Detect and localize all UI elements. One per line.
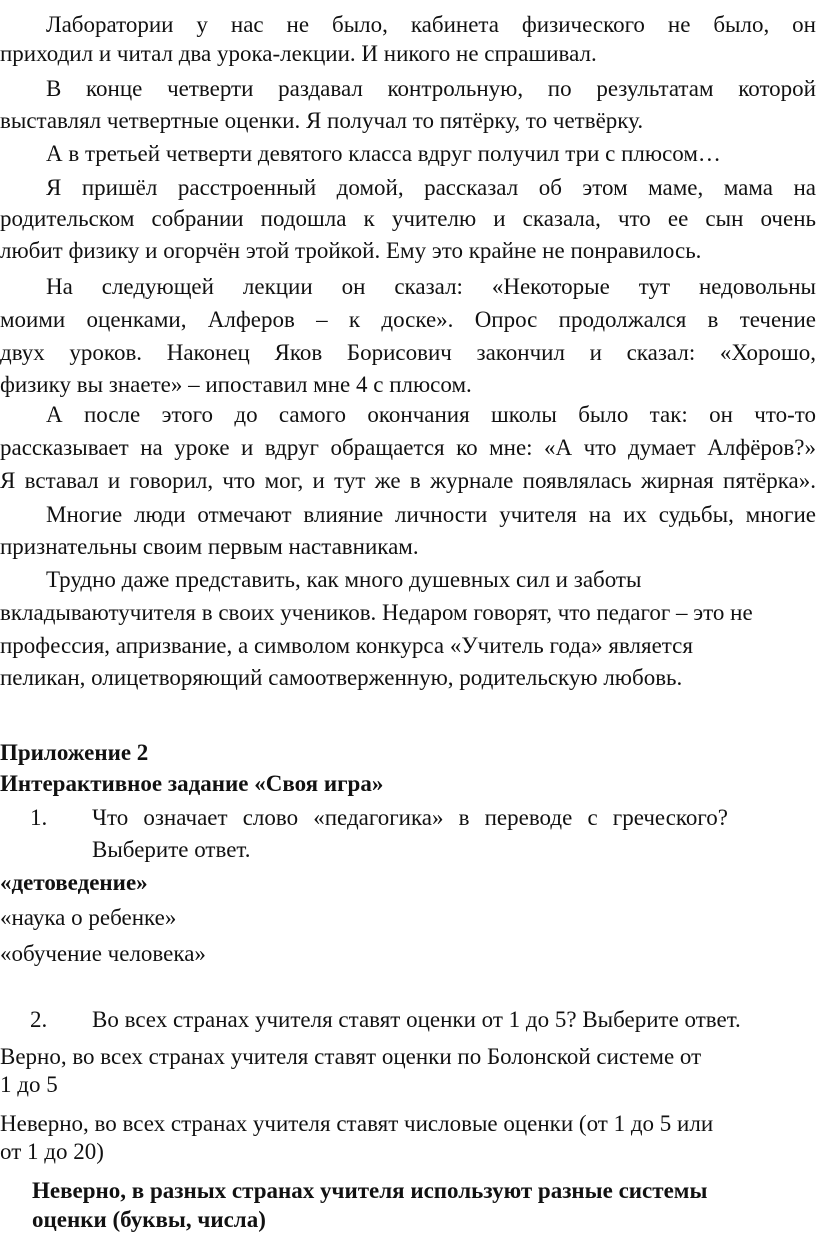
paragraph-7-line-1: Многие люди отмечают влияние личности учителя на их судьбы, многие xyxy=(46,502,816,527)
paragraph-6-line-3: Я вставал и говорил, что мог, и тут же в журнале появлялась жирная пятёрка». xyxy=(0,468,816,493)
question-2-answer-b-line-2: от 1 до 20) xyxy=(0,1139,104,1164)
appendix-title: Приложение 2 xyxy=(0,740,149,765)
paragraph-4-line-2: родительском собрании подошла к учителю и сказала, что ее сын очень xyxy=(0,206,816,231)
question-1-text-line-2: Выберите ответ. xyxy=(92,837,251,862)
paragraph-8-line-4: пеликан, олицетворяющий самоотверженную, родительскую любовь. xyxy=(0,665,683,690)
paragraph-5-line-4: физику вы знаете» – ипоставил мне 4 с плюсом. xyxy=(0,372,472,397)
paragraph-8-line-3: профессия, апризвание, а символом конкурса «Учитель года» является xyxy=(0,633,693,658)
question-2-answer-c-line-1: Неверно, в разных странах учителя используют разные системы xyxy=(32,1178,708,1203)
paragraph-5-line-3: двух уроков. Наконец Яков Борисович закончил и сказал: «Хорошо, xyxy=(0,340,816,365)
paragraph-6-line-2: рассказывает на уроке и вдруг обращается ко мне: «А что думает Алфёров?» xyxy=(0,435,816,460)
paragraph-1-line-1: Лаборатории у нас не было, кабинета физического не было, он xyxy=(46,12,816,37)
question-2-answer-c-line-2: оценки (буквы, числа) xyxy=(32,1207,266,1232)
paragraph-3-line-1: А в третьей четверти девятого класса вдруг получил три с плюсом… xyxy=(46,141,721,166)
question-2-text: Во всех странах учителя ставят оценки от 1 до 5? Выберите ответ. xyxy=(92,1007,741,1032)
paragraph-5-line-1: На следующей лекции он сказал: «Некоторые тут недовольны xyxy=(46,274,816,299)
paragraph-8-line-2: вкладываютучителя в своих учеников. Недаром говорят, что педагог – это не xyxy=(0,600,753,625)
question-1-answer-1: «детоведение» xyxy=(0,870,148,895)
paragraph-1-line-2: приходил и читал два урока-лекции. И никого не спрашивал. xyxy=(0,41,597,66)
paragraph-8-line-1: Трудно даже представить, как много душевных сил и заботы xyxy=(46,567,642,592)
paragraph-4-line-3: любит физику и огорчён этой тройкой. Ему это крайне не понравилось. xyxy=(0,238,702,263)
appendix-subtitle: Интерактивное задание «Своя игра» xyxy=(0,771,384,796)
question-2-answer-b-line-1: Неверно, во всех странах учителя ставят числовые оценки (от 1 до 5 или xyxy=(0,1111,714,1136)
paragraph-4-line-1: Я пришёл расстроенный домой, рассказал об этом маме, мама на xyxy=(46,175,816,200)
paragraph-7-line-2: признательны своим первым наставникам. xyxy=(0,534,419,559)
question-1-answer-2: «наука о ребенке» xyxy=(0,905,177,930)
question-1-number: 1. xyxy=(30,805,48,830)
question-2-answer-a-line-2: 1 до 5 xyxy=(0,1072,58,1097)
paragraph-5-line-2: моими оценками, Алферов – к доске». Опрос продолжался в течение xyxy=(0,307,816,332)
paragraph-6-line-1: А после этого до самого окончания школы было так: он что-то xyxy=(46,402,816,427)
question-2-answer-a-line-1: Верно, во всех странах учителя ставят оценки по Болонской системе от xyxy=(0,1044,702,1069)
question-1-answer-3: «обучение человека» xyxy=(0,941,206,966)
paragraph-2-line-1: В конце четверти раздавал контрольную, по результатам которой xyxy=(46,76,816,101)
question-1-text-line-1: Что означает слово «педагогика» в переводе с греческого? xyxy=(92,805,728,830)
question-2-number: 2. xyxy=(30,1007,48,1032)
paragraph-2-line-2: выставлял четвертные оценки. Я получал то пятёрку, то четвёрку. xyxy=(0,108,644,133)
